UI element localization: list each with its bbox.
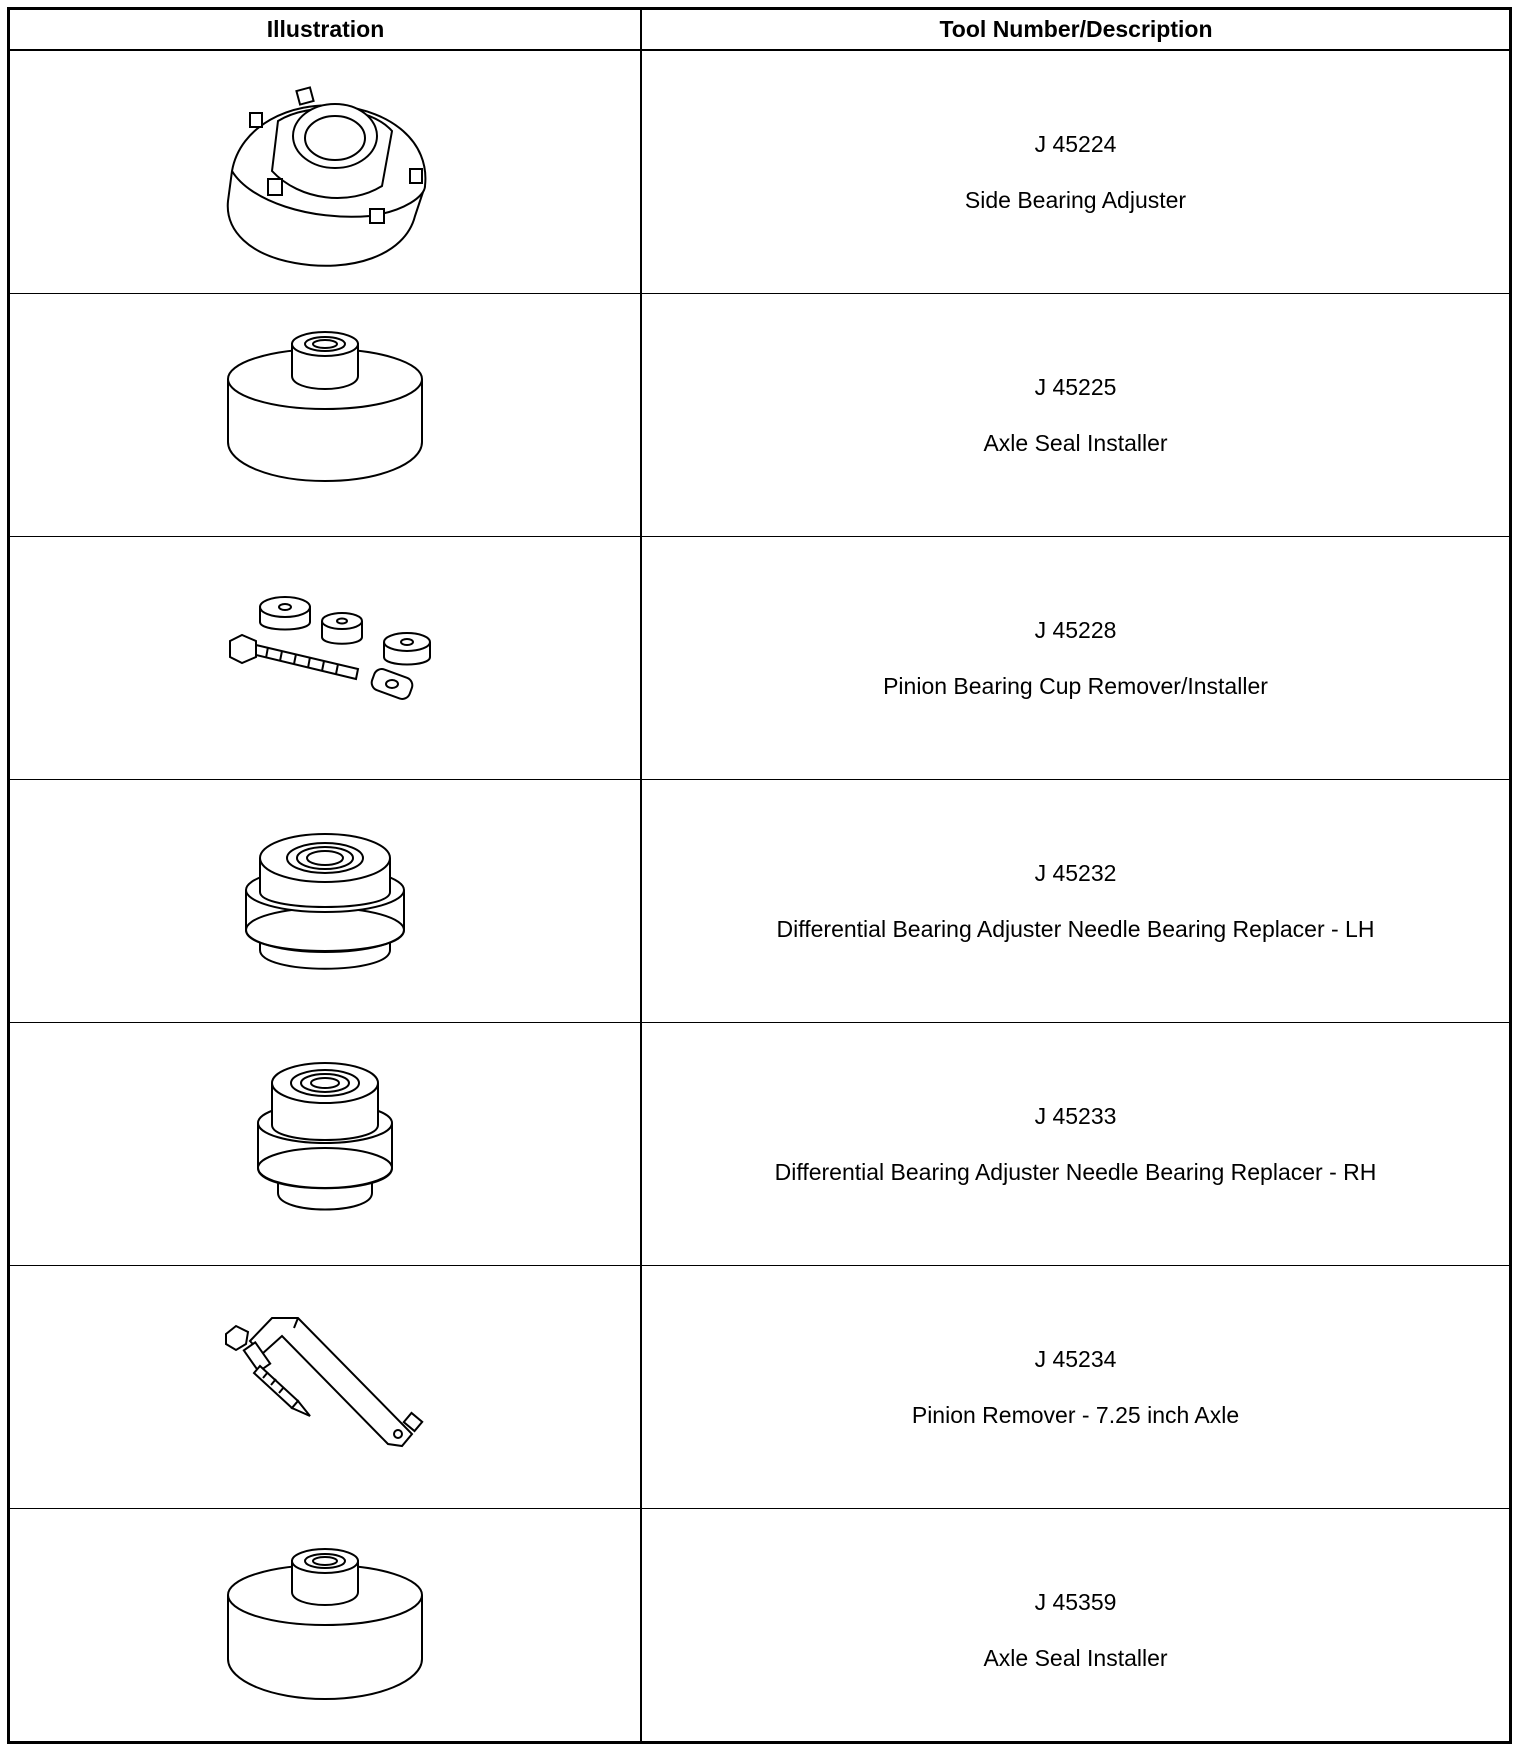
tool-number: J 45359	[1034, 1589, 1117, 1615]
table-row	[10, 51, 1509, 294]
tool-number: J 45225	[1034, 374, 1117, 400]
tool-description: Differential Bearing Adjuster Needle Bearing Replacer - LH	[776, 916, 1375, 942]
table-row	[10, 537, 1509, 780]
tool-description: Side Bearing Adjuster	[964, 187, 1187, 213]
needle-bearing-replacer-rh-icon	[10, 1023, 640, 1265]
tool-number: J 45232	[1034, 860, 1117, 886]
table-row	[10, 1023, 1509, 1266]
pinion-remover-icon	[10, 1266, 640, 1508]
tool-description: Differential Bearing Adjuster Needle Bearing Replacer - RH	[774, 1159, 1377, 1185]
tool-column-header: Tool Number/Description	[939, 16, 1213, 42]
special-tools-table	[7, 7, 1512, 1744]
side-bearing-adjuster-icon	[10, 51, 640, 293]
tool-number: J 45234	[1034, 1346, 1117, 1372]
table-row	[10, 1266, 1509, 1509]
tool-number: J 45224	[1034, 131, 1117, 157]
tool-description: Axle Seal Installer	[983, 1645, 1168, 1671]
needle-bearing-replacer-lh-icon	[10, 780, 640, 1022]
tool-number: J 45233	[1034, 1103, 1117, 1129]
axle-seal-installer-icon	[10, 294, 640, 536]
tool-description: Pinion Bearing Cup Remover/Installer	[883, 673, 1268, 699]
illustration-column-header: Illustration	[266, 16, 385, 42]
tool-number: J 45228	[1034, 617, 1117, 643]
table-row	[10, 780, 1509, 1023]
pinion-bearing-cup-tool-icon	[10, 537, 640, 779]
table-header	[10, 10, 1509, 51]
table-row	[10, 294, 1509, 537]
axle-seal-installer-icon	[10, 1509, 640, 1752]
table-row	[10, 1509, 1509, 1752]
tool-description: Pinion Remover - 7.25 inch Axle	[911, 1402, 1240, 1428]
tool-description: Axle Seal Installer	[983, 430, 1168, 456]
